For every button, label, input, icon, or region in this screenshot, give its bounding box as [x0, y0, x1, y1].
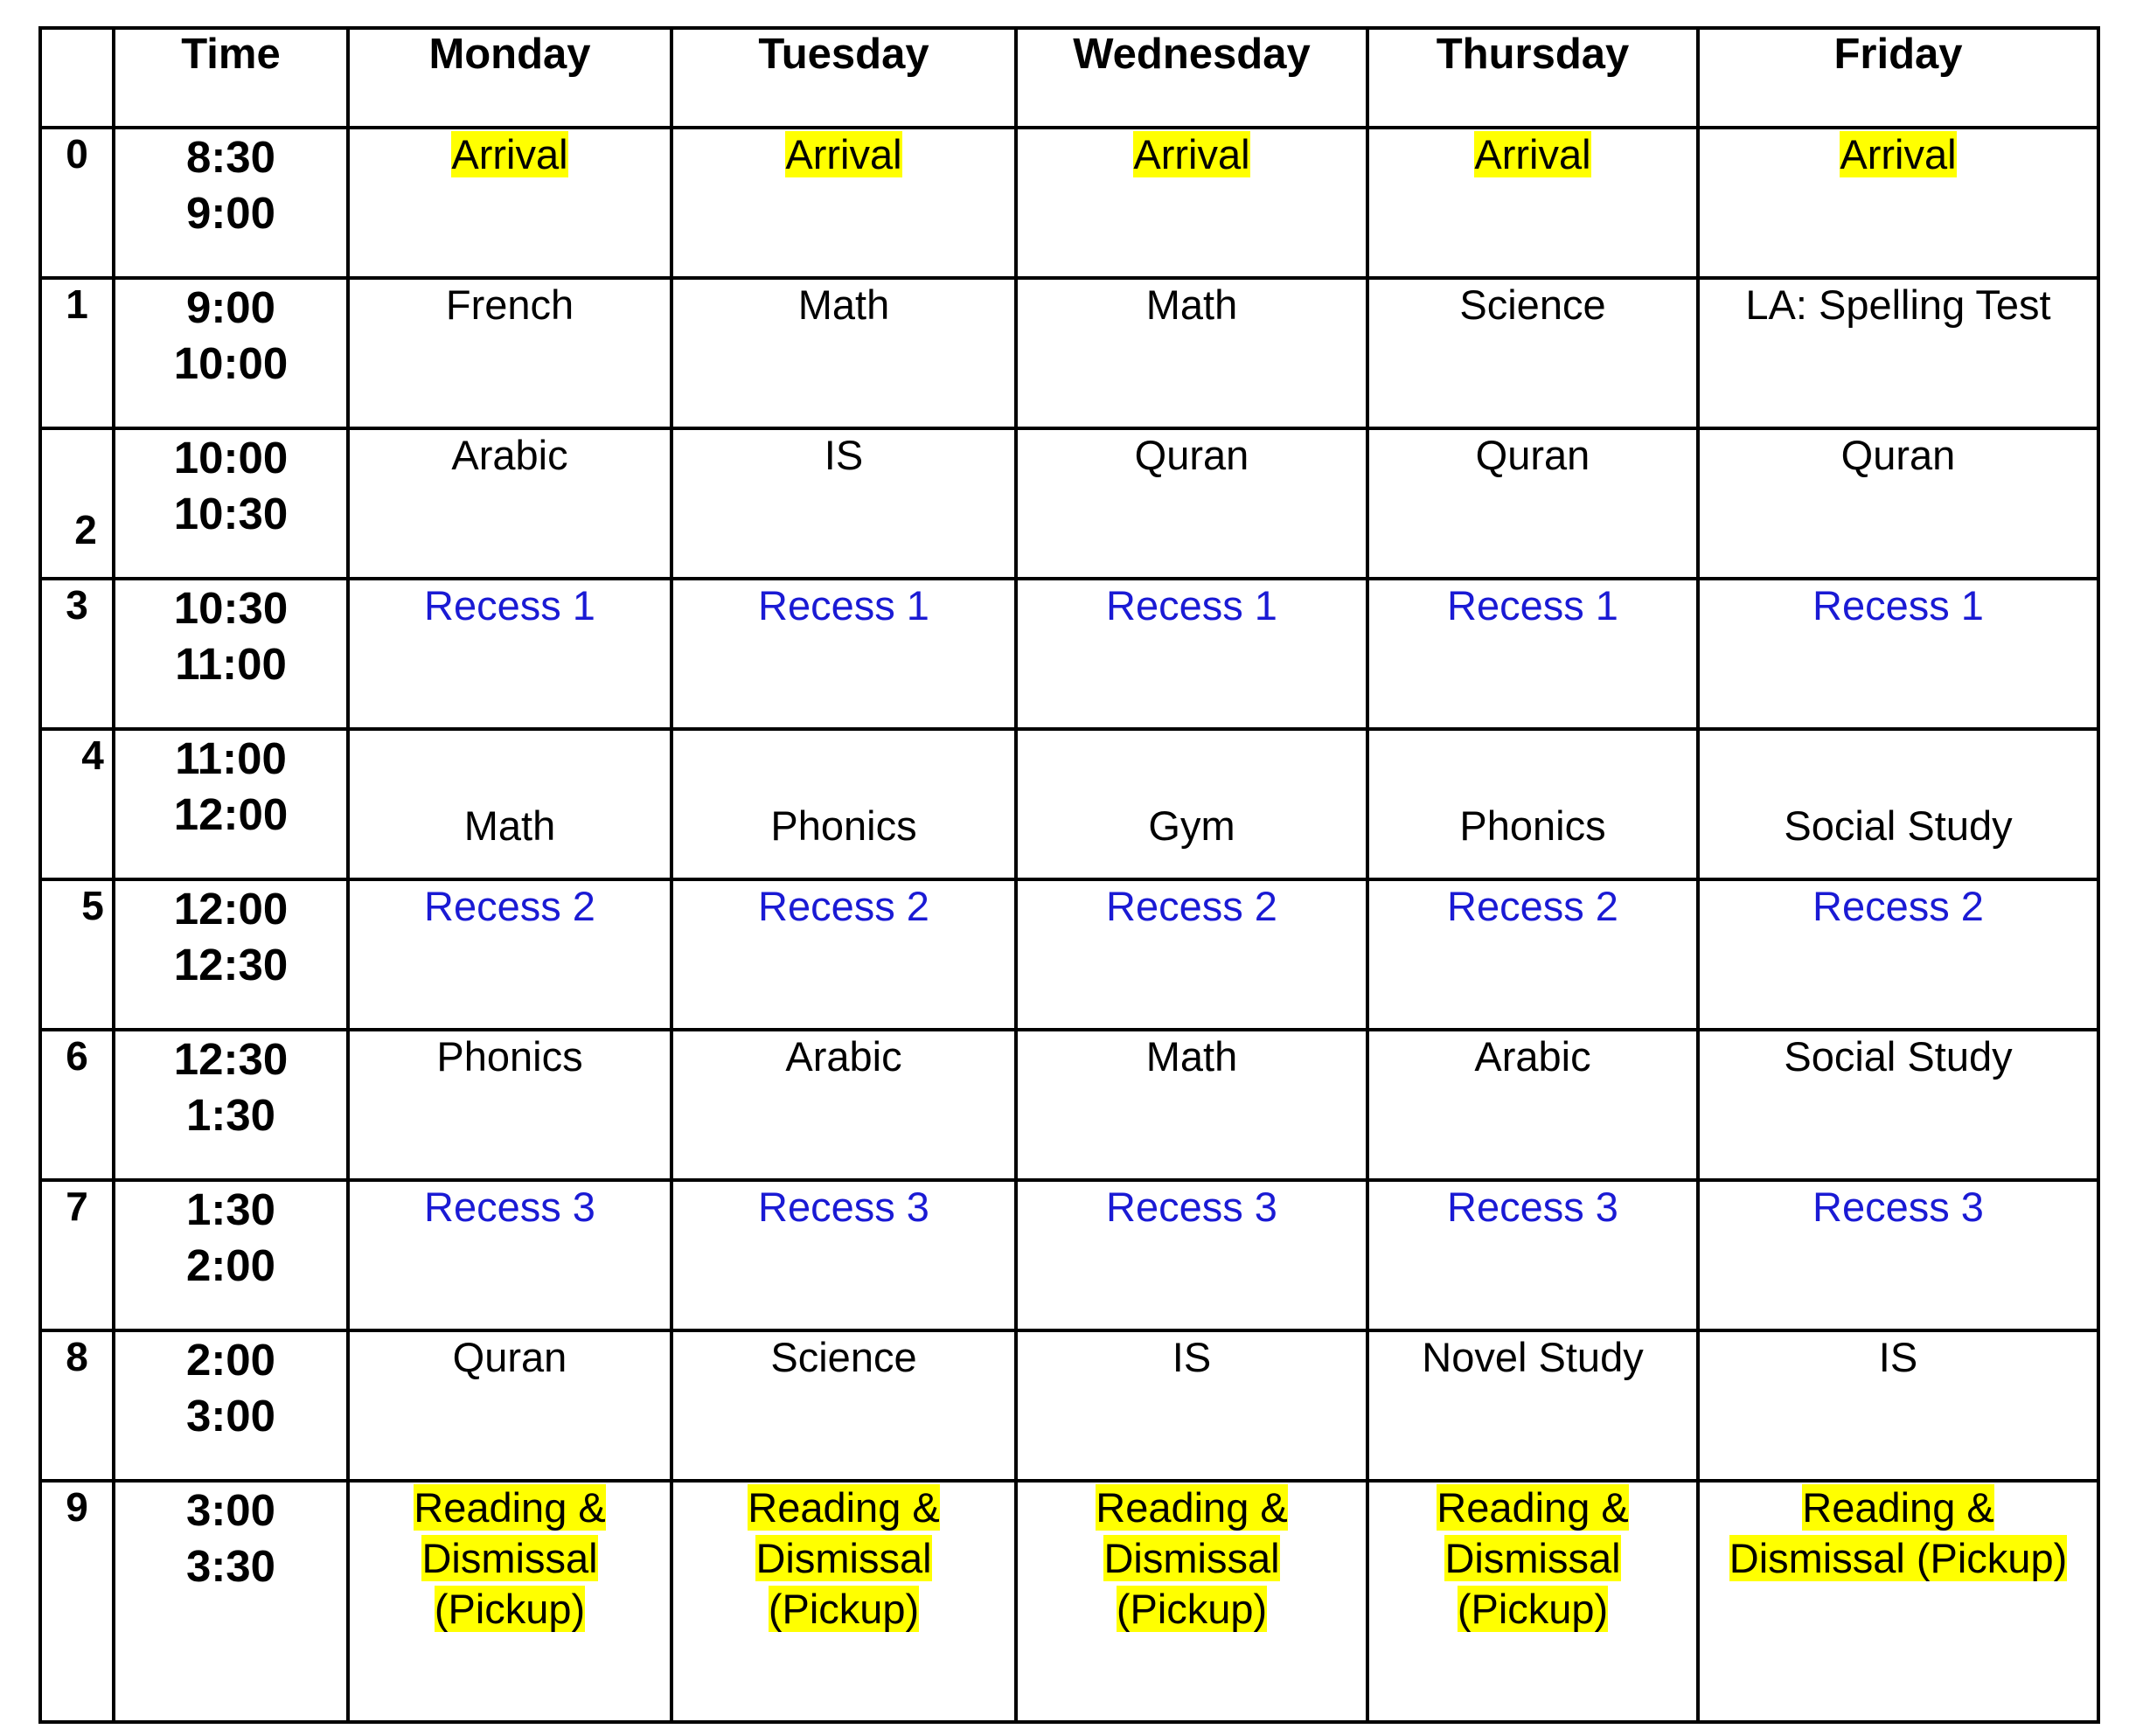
- class-cell-tuesday: [671, 729, 1016, 879]
- recess-label: Recess 2: [758, 883, 929, 929]
- class-label: Gym: [1148, 802, 1235, 849]
- start-time: 8:30: [185, 132, 276, 182]
- class-cell-monday: [348, 1330, 671, 1481]
- class-cell-monday: [348, 278, 671, 428]
- arrival-label: Arrival: [1840, 131, 1957, 177]
- class-label-line: Reading &: [1096, 1484, 1288, 1531]
- arrival-label: Arrival: [451, 131, 568, 177]
- recess-label: Recess 1: [758, 582, 929, 628]
- class-cell-monday: [348, 1481, 671, 1722]
- class-label-line: (Pickup): [1116, 1586, 1268, 1632]
- arrival-label: Arrival: [1474, 131, 1591, 177]
- period-number: 9: [40, 1481, 114, 1722]
- class-cell-tuesday: [671, 879, 1016, 1030]
- time-cell: [114, 579, 348, 729]
- schedule-row: [40, 278, 2098, 428]
- class-label-line: Reading &: [1437, 1484, 1629, 1531]
- recess-label: Recess 2: [1447, 883, 1618, 929]
- schedule-body: [40, 128, 2098, 1722]
- start-time: 12:30: [173, 1034, 289, 1084]
- recess-label: Recess 1: [1447, 582, 1618, 628]
- class-cell-wednesday: [1016, 1030, 1367, 1180]
- class-label: Arabic: [785, 1033, 902, 1080]
- start-time: 12:00: [173, 884, 289, 934]
- period-number: 4: [40, 729, 114, 879]
- class-cell-friday: [1698, 1481, 2098, 1722]
- period-number: 5: [40, 879, 114, 1030]
- period-number: 7: [40, 1180, 114, 1330]
- schedule-row: [40, 879, 2098, 1030]
- class-cell-thursday: [1367, 1030, 1698, 1180]
- header-time: Time: [114, 28, 348, 128]
- schedule-row: [40, 1030, 2098, 1180]
- class-label: Quran: [1840, 432, 1956, 478]
- class-cell-tuesday: [671, 1481, 1016, 1722]
- class-label-line: Dismissal: [1444, 1535, 1621, 1581]
- class-cell-thursday: [1367, 1180, 1698, 1330]
- recess-label: Recess 2: [424, 883, 595, 929]
- class-label-line: (Pickup): [768, 1586, 920, 1632]
- class-cell-friday: [1698, 729, 2098, 879]
- end-time: 1:30: [185, 1090, 276, 1140]
- recess-label: Recess 3: [424, 1184, 595, 1230]
- class-label: French: [445, 281, 574, 328]
- class-cell-thursday: [1367, 278, 1698, 428]
- class-label: Phonics: [436, 1033, 583, 1080]
- time-cell: [114, 1330, 348, 1481]
- header-thursday: Thursday: [1367, 28, 1698, 128]
- class-cell-friday: [1698, 1180, 2098, 1330]
- class-cell-monday: [348, 128, 671, 278]
- class-cell-wednesday: [1016, 428, 1367, 579]
- header-tuesday: Tuesday: [671, 28, 1016, 128]
- recess-label: Recess 3: [1106, 1184, 1277, 1230]
- recess-label: Recess 2: [1106, 883, 1277, 929]
- start-time: 9:00: [185, 282, 276, 332]
- period-number: 3: [40, 579, 114, 729]
- class-label-line: Dismissal: [755, 1535, 932, 1581]
- class-label-line: Reading &: [414, 1484, 606, 1531]
- class-cell-friday: [1698, 128, 2098, 278]
- schedule-row: [40, 579, 2098, 729]
- start-time: 2:00: [185, 1335, 276, 1385]
- class-cell-friday: [1698, 879, 2098, 1030]
- end-time: 12:00: [173, 789, 289, 839]
- class-label: IS: [1172, 1334, 1212, 1380]
- schedule-row: [40, 428, 2098, 579]
- class-label: Arabic: [1474, 1033, 1591, 1080]
- end-time: 3:30: [185, 1541, 276, 1591]
- class-label: Science: [770, 1334, 917, 1380]
- class-cell-tuesday: [671, 1030, 1016, 1180]
- time-cell: [114, 729, 348, 879]
- recess-label: Recess 3: [1812, 1184, 1984, 1230]
- class-cell-monday: [348, 729, 671, 879]
- class-label: Phonics: [770, 802, 917, 849]
- class-cell-thursday: [1367, 1481, 1698, 1722]
- period-number: 6: [40, 1030, 114, 1180]
- class-cell-friday: [1698, 579, 2098, 729]
- recess-label: Recess 1: [424, 582, 595, 628]
- schedule-row: [40, 1330, 2098, 1481]
- class-label: Math: [463, 802, 556, 849]
- arrival-label: Arrival: [1133, 131, 1250, 177]
- class-cell-monday: [348, 428, 671, 579]
- class-cell-wednesday: [1016, 128, 1367, 278]
- class-cell-tuesday: [671, 128, 1016, 278]
- class-cell-tuesday: [671, 1330, 1016, 1481]
- period-number: 0: [40, 128, 114, 278]
- class-label: Novel Study: [1422, 1334, 1644, 1380]
- end-time: 2:00: [185, 1240, 276, 1290]
- class-cell-friday: [1698, 1030, 2098, 1180]
- class-label-line: Reading &: [1802, 1484, 1994, 1531]
- class-schedule-table: [38, 26, 2100, 1724]
- recess-label: Recess 2: [1812, 883, 1984, 929]
- class-label: Phonics: [1459, 802, 1606, 849]
- class-cell-wednesday: [1016, 729, 1367, 879]
- arrival-label: Arrival: [785, 131, 902, 177]
- start-time: 10:00: [173, 433, 289, 483]
- class-label: Quran: [1134, 432, 1249, 478]
- class-cell-wednesday: [1016, 579, 1367, 729]
- recess-label: Recess 3: [758, 1184, 929, 1230]
- class-cell-thursday: [1367, 428, 1698, 579]
- schedule-row: [40, 729, 2098, 879]
- class-cell-friday: [1698, 428, 2098, 579]
- class-label-line: Reading &: [748, 1484, 940, 1531]
- class-label: Social Study: [1784, 1033, 2013, 1080]
- end-time: 11:00: [175, 639, 287, 689]
- class-label: LA: Spelling Test: [1745, 281, 2051, 328]
- class-cell-wednesday: [1016, 278, 1367, 428]
- class-label-line: (Pickup): [1457, 1586, 1609, 1632]
- start-time: 3:00: [185, 1485, 276, 1535]
- class-cell-thursday: [1367, 879, 1698, 1030]
- class-label-line: Dismissal: [1103, 1535, 1280, 1581]
- header-row: [40, 28, 2098, 128]
- recess-label: Recess 3: [1447, 1184, 1618, 1230]
- class-label: IS: [1878, 1334, 1918, 1380]
- class-label: Math: [1145, 1033, 1238, 1080]
- class-cell-tuesday: [671, 428, 1016, 579]
- class-label-line: Dismissal (Pickup): [1729, 1535, 2068, 1581]
- class-cell-wednesday: [1016, 879, 1367, 1030]
- class-cell-monday: [348, 1180, 671, 1330]
- time-cell: [114, 428, 348, 579]
- class-cell-tuesday: [671, 1180, 1016, 1330]
- end-time: 9:00: [185, 188, 276, 238]
- class-cell-thursday: [1367, 579, 1698, 729]
- recess-label: Recess 1: [1812, 582, 1984, 628]
- schedule-row: [40, 128, 2098, 278]
- time-cell: [114, 1180, 348, 1330]
- time-cell: [114, 879, 348, 1030]
- class-label: Math: [797, 281, 890, 328]
- header-wednesday: Wednesday: [1016, 28, 1367, 128]
- class-cell-thursday: [1367, 1330, 1698, 1481]
- start-time: 1:30: [185, 1184, 276, 1234]
- class-label: Quran: [1475, 432, 1590, 478]
- schedule-row: [40, 1481, 2098, 1722]
- class-cell-friday: [1698, 1330, 2098, 1481]
- end-time: 10:00: [173, 338, 289, 388]
- class-cell-tuesday: [671, 579, 1016, 729]
- class-cell-monday: [348, 879, 671, 1030]
- class-cell-thursday: [1367, 729, 1698, 879]
- period-number: 8: [40, 1330, 114, 1481]
- time-cell: [114, 128, 348, 278]
- end-time: 10:30: [173, 489, 289, 538]
- recess-label: Recess 1: [1106, 582, 1277, 628]
- class-cell-thursday: [1367, 128, 1698, 278]
- class-cell-monday: [348, 1030, 671, 1180]
- class-cell-friday: [1698, 278, 2098, 428]
- class-cell-wednesday: [1016, 1481, 1367, 1722]
- time-cell: [114, 278, 348, 428]
- period-number: 1: [40, 278, 114, 428]
- period-number: 2: [40, 428, 114, 579]
- header-friday: Friday: [1698, 28, 2098, 128]
- class-label: Science: [1459, 281, 1606, 328]
- class-label: Math: [1145, 281, 1238, 328]
- class-cell-tuesday: [671, 278, 1016, 428]
- class-cell-monday: [348, 579, 671, 729]
- start-time: 10:30: [173, 583, 289, 633]
- class-cell-wednesday: [1016, 1180, 1367, 1330]
- class-label-line: (Pickup): [434, 1586, 586, 1632]
- end-time: 3:00: [185, 1391, 276, 1441]
- time-cell: [114, 1481, 348, 1722]
- class-label: Arabic: [451, 432, 568, 478]
- class-label-line: Dismissal: [421, 1535, 598, 1581]
- header-monday: Monday: [348, 28, 671, 128]
- time-cell: [114, 1030, 348, 1180]
- class-cell-wednesday: [1016, 1330, 1367, 1481]
- schedule-row: [40, 1180, 2098, 1330]
- class-label: Quran: [452, 1334, 567, 1380]
- class-label: IS: [824, 432, 864, 478]
- end-time: 12:30: [173, 940, 289, 990]
- start-time: 11:00: [175, 733, 287, 783]
- class-label: Social Study: [1784, 802, 2013, 849]
- header-period: [40, 28, 114, 128]
